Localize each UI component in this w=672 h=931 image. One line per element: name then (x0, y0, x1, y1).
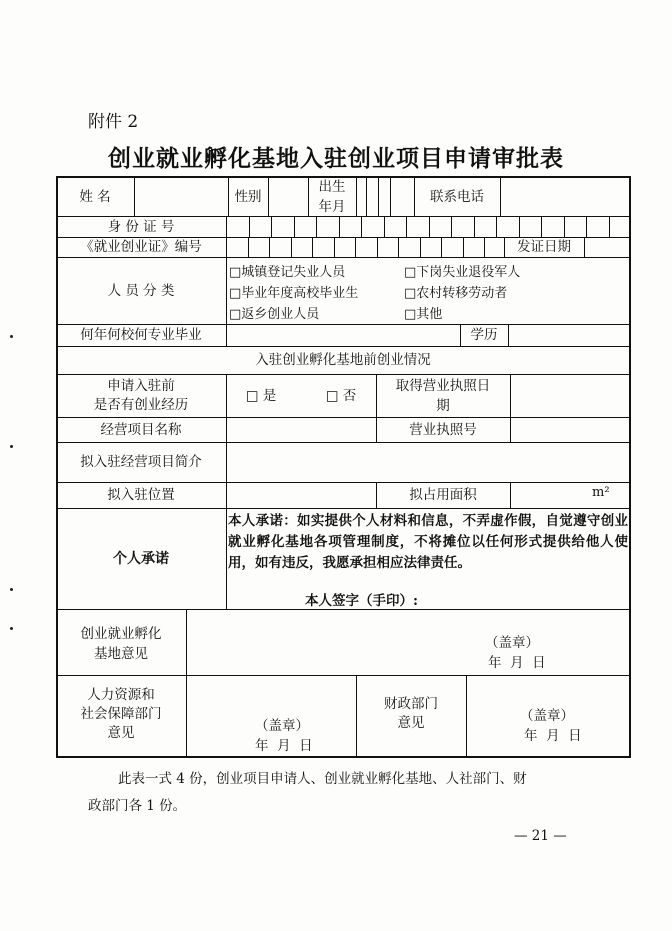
finance-opinion-seal: （盖章） (520, 708, 574, 724)
name-label: 姓 名 (79, 188, 111, 205)
birth-label-1: 出生 (318, 179, 346, 195)
section-before-incubation: 入驻创业孵化基地前创业情况 (255, 352, 431, 368)
experience-label-1: 申请入驻前 (107, 377, 175, 394)
page-number: — 21 — (514, 828, 567, 844)
category-option-urban-unemployed[interactable]: □城镇登记失业人员 (229, 265, 346, 280)
commitment-text: 本人承诺：如实提供个人材料和信息，不弄虚作假，自觉遵守创业就业孵化基地各项管理制度，不将摊位以任何形式提供给他人使用，如有违反，我愿承担相应法律责任。 (228, 513, 628, 571)
hr-opinion-label-1: 人力资源和 (87, 686, 155, 703)
base-opinion-label-1: 创业就业孵化 (80, 626, 162, 642)
area-unit: m² (592, 485, 610, 500)
scan-mark (10, 335, 13, 338)
license-date-label-2: 期 (436, 398, 450, 414)
category-option-rural-migrant[interactable]: □农村转移劳动者 (404, 286, 508, 301)
copies-note-line-2: 政部门各 1 份。 (88, 798, 187, 814)
category-option-returnee[interactable]: □返乡创业人员 (229, 307, 320, 322)
birth-label-2: 年月 (318, 198, 346, 215)
finance-opinion-date: 年 月 日 (524, 728, 582, 744)
commitment-label: 个人承诺 (113, 550, 169, 567)
project-intro-label: 拟入驻经营项目简介 (80, 454, 202, 470)
license-number-field[interactable] (510, 417, 630, 442)
hr-opinion-seal: （盖章） (255, 718, 309, 734)
hr-opinion-date: 年 月 日 (255, 738, 313, 754)
project-name-field[interactable] (226, 417, 376, 442)
phone-label: 联系电话 (430, 188, 484, 205)
category-option-graduate[interactable]: □毕业年度高校毕业生 (229, 286, 359, 301)
project-name-label: 经营项目名称 (100, 421, 182, 438)
location-label: 拟入驻位置 (107, 487, 175, 503)
experience-no-checkbox[interactable]: □ 否 (325, 388, 357, 404)
degree-field[interactable] (508, 324, 630, 346)
location-field[interactable] (226, 482, 376, 508)
finance-opinion-label-1: 财政部门 (384, 695, 438, 712)
experience-yes-checkbox[interactable]: □ 是 (245, 388, 277, 404)
signature-label: 本人签字（手印）: (305, 593, 418, 609)
license-date-field[interactable] (510, 374, 630, 417)
project-intro-field[interactable] (226, 442, 630, 482)
hr-opinion-label-2: 社会保障部门 (80, 705, 162, 722)
birth-field[interactable] (356, 177, 414, 216)
category-option-other[interactable]: □其他 (404, 307, 443, 322)
signature-field[interactable] (440, 588, 590, 608)
experience-label-2: 是否有创业经历 (93, 396, 189, 413)
issue-date-field[interactable] (584, 237, 630, 257)
area-label: 拟占用面积 (409, 487, 477, 503)
gender-label: 性别 (234, 188, 262, 205)
grid-line (226, 257, 227, 324)
scan-mark (10, 627, 13, 630)
name-field[interactable] (134, 177, 228, 216)
grid-line (226, 508, 227, 609)
category-option-laid-off-veteran[interactable]: □下岗失业退役军人 (404, 265, 521, 280)
cert-number-label: 《就业创业证》编号 (80, 239, 202, 255)
issue-date-label: 发证日期 (517, 239, 571, 255)
scan-mark (10, 588, 13, 591)
degree-label: 学历 (470, 327, 498, 343)
school-major-field[interactable] (226, 324, 460, 346)
base-opinion-date: 年 月 日 (488, 655, 546, 671)
license-number-label: 营业执照号 (409, 421, 477, 438)
base-opinion-label-2: 基地意见 (94, 646, 148, 662)
phone-field[interactable] (500, 177, 630, 216)
school-major-label: 何年何校何专业毕业 (80, 327, 202, 343)
id-number-label: 身 份 证 号 (107, 218, 175, 235)
base-opinion-field[interactable] (186, 609, 630, 675)
area-field[interactable] (510, 482, 630, 508)
hr-opinion-label-3: 意见 (107, 724, 135, 741)
license-date-label-1: 取得营业执照日 (395, 378, 491, 394)
base-opinion-seal: （盖章） (485, 635, 539, 651)
copies-note-line-1: 此表一式 4 份，创业项目申请人、创业就业孵化基地、人社部门、财 (118, 771, 527, 787)
attachment-label: 附件 2 (88, 112, 139, 132)
category-label: 人 员 分 类 (107, 282, 175, 299)
form-title: 创业就业孵化基地入驻创业项目申请审批表 (108, 145, 564, 172)
scan-mark (10, 445, 13, 448)
cert-number-field[interactable] (226, 237, 504, 257)
id-number-field[interactable] (226, 216, 630, 237)
finance-opinion-label-2: 意见 (397, 714, 425, 731)
gender-field[interactable] (268, 177, 308, 216)
